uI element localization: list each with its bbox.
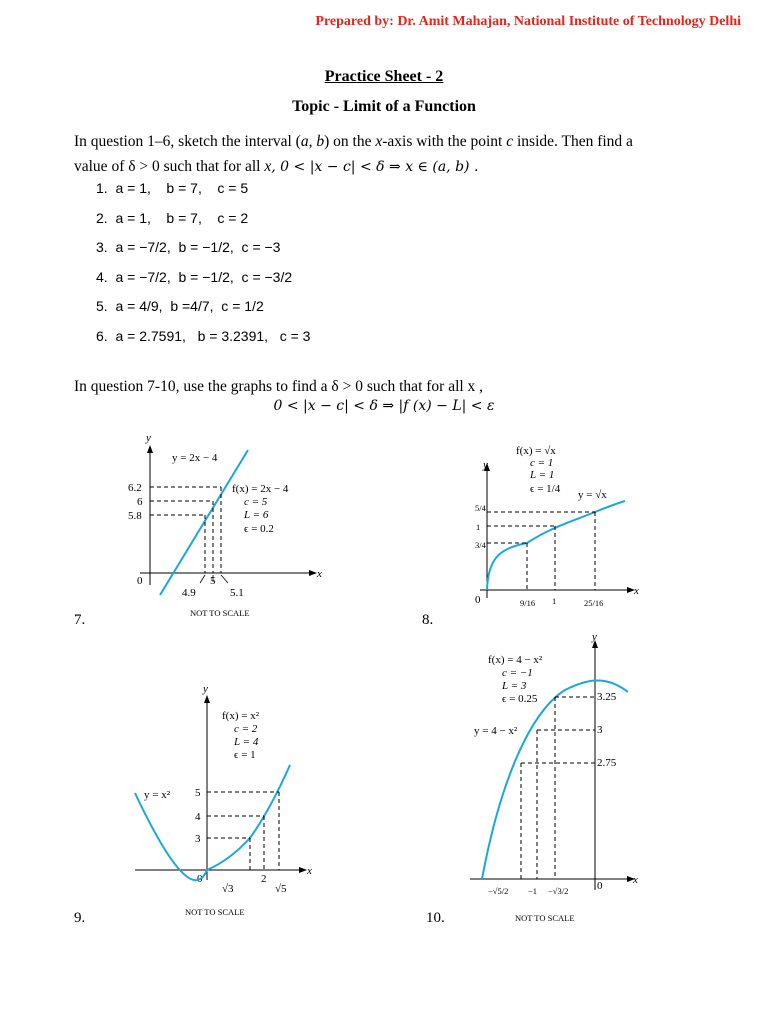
intro-formula: , 0 < |x − c| < δ ⇒ x ∈ (a, b) .: [271, 159, 479, 175]
list-item: 3. a = −7/2, b = −1/2, c = −3: [96, 239, 281, 255]
graph-intro: In question 7-10, use the graphs to find a δ > 0 such that for all x ,: [74, 378, 484, 395]
intro-x: x: [264, 158, 272, 175]
y-tick-label: 3/4: [475, 540, 486, 550]
intro-text: value of δ > 0 such that for all: [74, 158, 265, 175]
list-item: 6. a = 2.7591, b = 3.2391, c = 3: [96, 327, 311, 344]
graph-7: [120, 425, 340, 625]
intro-text: inside. Then find a: [513, 133, 633, 150]
info-line: c = −1: [502, 667, 533, 679]
curve-label: y = 2x − 4: [172, 452, 218, 464]
info-line: ϵ = 0.25: [502, 693, 538, 705]
info-line: f(x) = x²: [222, 710, 259, 722]
question-number: 8.: [422, 612, 434, 628]
graph-9: [130, 680, 330, 925]
curve-label: y = √x: [578, 489, 607, 501]
page-header: Prepared by: Dr. Amit Mahajan, National Institute of Technology Delhi: [315, 14, 741, 29]
x-axis-label: x: [634, 585, 639, 597]
scale-note: NOT TO SCALE: [185, 907, 245, 917]
x-tick-label: √3: [222, 883, 234, 895]
intro-paragraph: [74, 129, 633, 180]
function-curve: [487, 501, 625, 590]
arrow-icon: [204, 695, 210, 703]
y-tick-label: 6.2: [128, 482, 142, 494]
x-tick-label: −√5/2: [488, 886, 509, 896]
question-number: 9.: [74, 910, 86, 926]
info-line: f(x) = 4 − x²: [488, 654, 543, 666]
info-line: ϵ = 0.2: [244, 523, 274, 535]
info-line: ϵ = 1/4: [530, 483, 561, 495]
y-tick-label: 3.25: [597, 691, 617, 703]
y-tick-label: 3: [597, 724, 603, 736]
origin-label: 0: [597, 880, 603, 892]
info-line: ϵ = 1: [234, 749, 256, 761]
origin-label: 0: [137, 575, 143, 587]
y-axis-label: y: [592, 631, 597, 643]
intro-text: In question 1–6, sketch the interval (: [74, 133, 301, 150]
arrow-icon: [309, 570, 317, 576]
question-number: 10.: [426, 910, 445, 926]
intro-x: x: [375, 133, 383, 150]
list-item: 1. a = 1, b = 7, c = 5: [96, 180, 249, 196]
x-tick-label: 25/16: [584, 598, 604, 608]
arrow-icon: [299, 867, 307, 873]
intro-text: ) on the: [324, 133, 376, 150]
x-tick-label: 9/16: [520, 598, 536, 608]
curve-label: y = 4 − x²: [474, 725, 518, 737]
intro-c: c: [506, 133, 514, 150]
y-axis-label: y: [146, 432, 151, 444]
y-axis-label: y: [483, 459, 488, 471]
x-tick-label: −√3/2: [548, 886, 569, 896]
info-line: c = 5: [244, 496, 268, 508]
x-tick-label: 5.1: [230, 587, 244, 599]
x-axis-label: x: [307, 865, 312, 877]
scale-note: NOT TO SCALE: [515, 913, 575, 923]
curve-label: y = x²: [144, 789, 171, 801]
y-tick-label: 5/4: [475, 503, 486, 513]
info-line: L = 6: [244, 509, 269, 521]
info-line: c = 2: [234, 723, 258, 735]
origin-label: 0: [475, 594, 481, 606]
y-tick-label: 5.8: [128, 510, 142, 522]
graph-8: [470, 438, 650, 623]
question-list: [96, 180, 310, 357]
arrow-icon: [147, 445, 153, 453]
page-title: Practice Sheet - 2: [324, 68, 444, 85]
x-tick-label: 1: [552, 596, 557, 606]
info-line: f(x) = 2x − 4: [232, 483, 289, 495]
x-tick-label: √5: [275, 883, 287, 895]
info-line: L = 4: [234, 736, 259, 748]
scale-note: NOT TO SCALE: [190, 608, 250, 618]
intro-vars: a, b: [300, 133, 325, 150]
graph-10: [470, 632, 650, 927]
list-item: 4. a = −7/2, b = −1/2, c = −3/2: [96, 268, 293, 285]
x-axis-label: x: [317, 568, 322, 580]
list-item: 5. a = 4/9, b =4/7, c = 1/2: [96, 298, 264, 314]
y-axis-label: y: [203, 683, 208, 695]
tick-pointer: [200, 575, 205, 583]
list-item: 2. a = 1, b = 7, c = 2: [96, 209, 249, 226]
y-tick-label: 5: [195, 787, 201, 799]
origin-label: 0: [197, 873, 203, 885]
x-axis-label: x: [633, 874, 638, 886]
intro-text: -axis with the point: [382, 133, 507, 150]
info-line: L = 3: [502, 680, 527, 692]
x-tick-label: −1: [528, 886, 538, 896]
y-tick-label: 2.75: [597, 757, 617, 769]
question-number: 7.: [74, 612, 86, 628]
function-curve: [482, 680, 628, 879]
topic-heading: Topic - Limit of a Function: [292, 98, 476, 115]
x-tick-label: 2: [261, 873, 267, 885]
function-curve: [135, 765, 290, 880]
tick-pointer: [221, 575, 228, 583]
info-line: f(x) = √x: [516, 445, 556, 457]
x-tick-label: 4.9: [182, 587, 196, 599]
x-tick-label: 5: [210, 575, 216, 587]
info-line: L = 1: [530, 469, 555, 481]
y-tick-label: 6: [137, 496, 143, 508]
y-tick-label: 4: [195, 811, 201, 823]
y-tick-label: 3: [195, 833, 201, 845]
info-line: c = 1: [530, 457, 554, 469]
y-tick-label: 1: [476, 522, 481, 532]
graph-formula: 0 < |x − c| < δ ⇒ |f (x) − L| < ε: [273, 398, 495, 414]
